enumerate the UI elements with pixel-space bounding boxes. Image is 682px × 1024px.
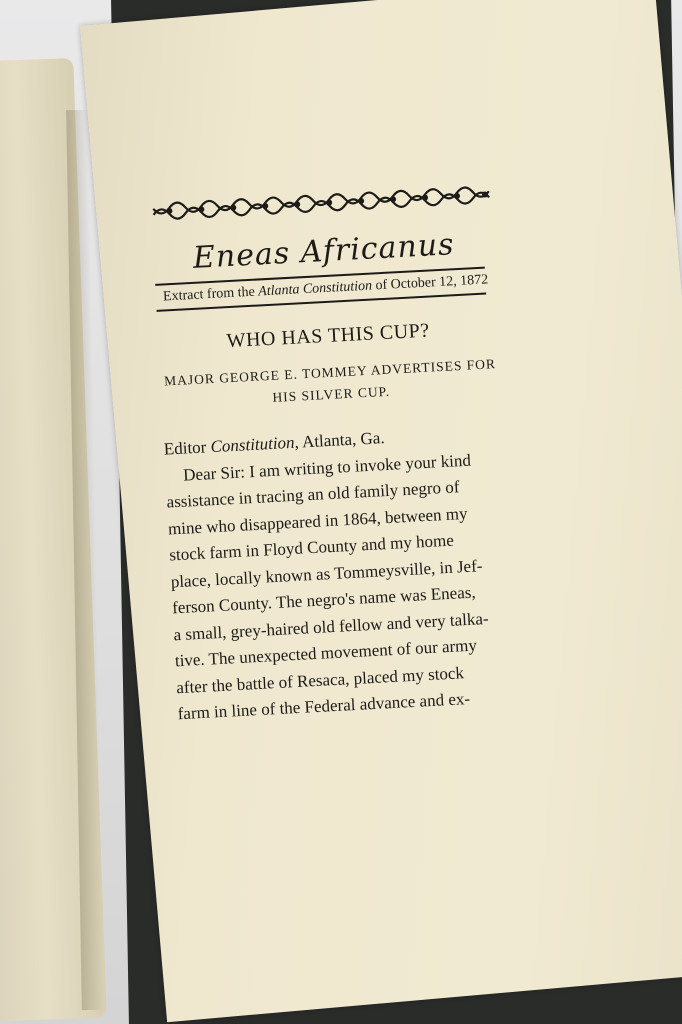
salutation-prefix: Editor [163,437,207,459]
salutation-suffix: Atlanta, Ga. [301,428,386,452]
subheadline [160,353,502,415]
body-line: mine who disappeared in 1864, between my [167,503,468,539]
body-line: ferson County. The negro's name was Eneas, [171,582,477,618]
body-line: assistance in tracing an old family negro of [166,477,460,512]
body-line: after the battle of Resaca, placed my stock [175,662,465,697]
extract-prefix: Extract from the [162,284,256,305]
page-content [150,167,518,728]
subhead-line-2: HIS SILVER CUP. [272,383,391,405]
subhead-line-1: MAJOR GEORGE E. TOMMEY ADVERTISES FOR [163,356,497,389]
body-line: Dear Sir: I am writing to invoke your kind [182,450,472,485]
body-line: a small, grey-haired old fellow and very talka- [173,608,489,644]
headline: WHO HAS THIS CUP? [226,319,431,353]
book-title: Eneas Africanus [192,227,456,276]
salutation-italic: Constitution, [210,432,300,457]
body-line: farm in line of the Federal advance and ex- [177,688,471,724]
body-line: place, locally known as Tommeysville, in Jef- [170,555,483,591]
body-line: stock farm in Floyd County and my home [168,530,455,565]
letter-body [163,419,518,728]
extract-suffix: of October 12, 1872 [375,272,489,294]
body-line: tive. The unexpected movement of our army [174,635,478,671]
extract-source: Atlanta Constitution [257,278,373,300]
